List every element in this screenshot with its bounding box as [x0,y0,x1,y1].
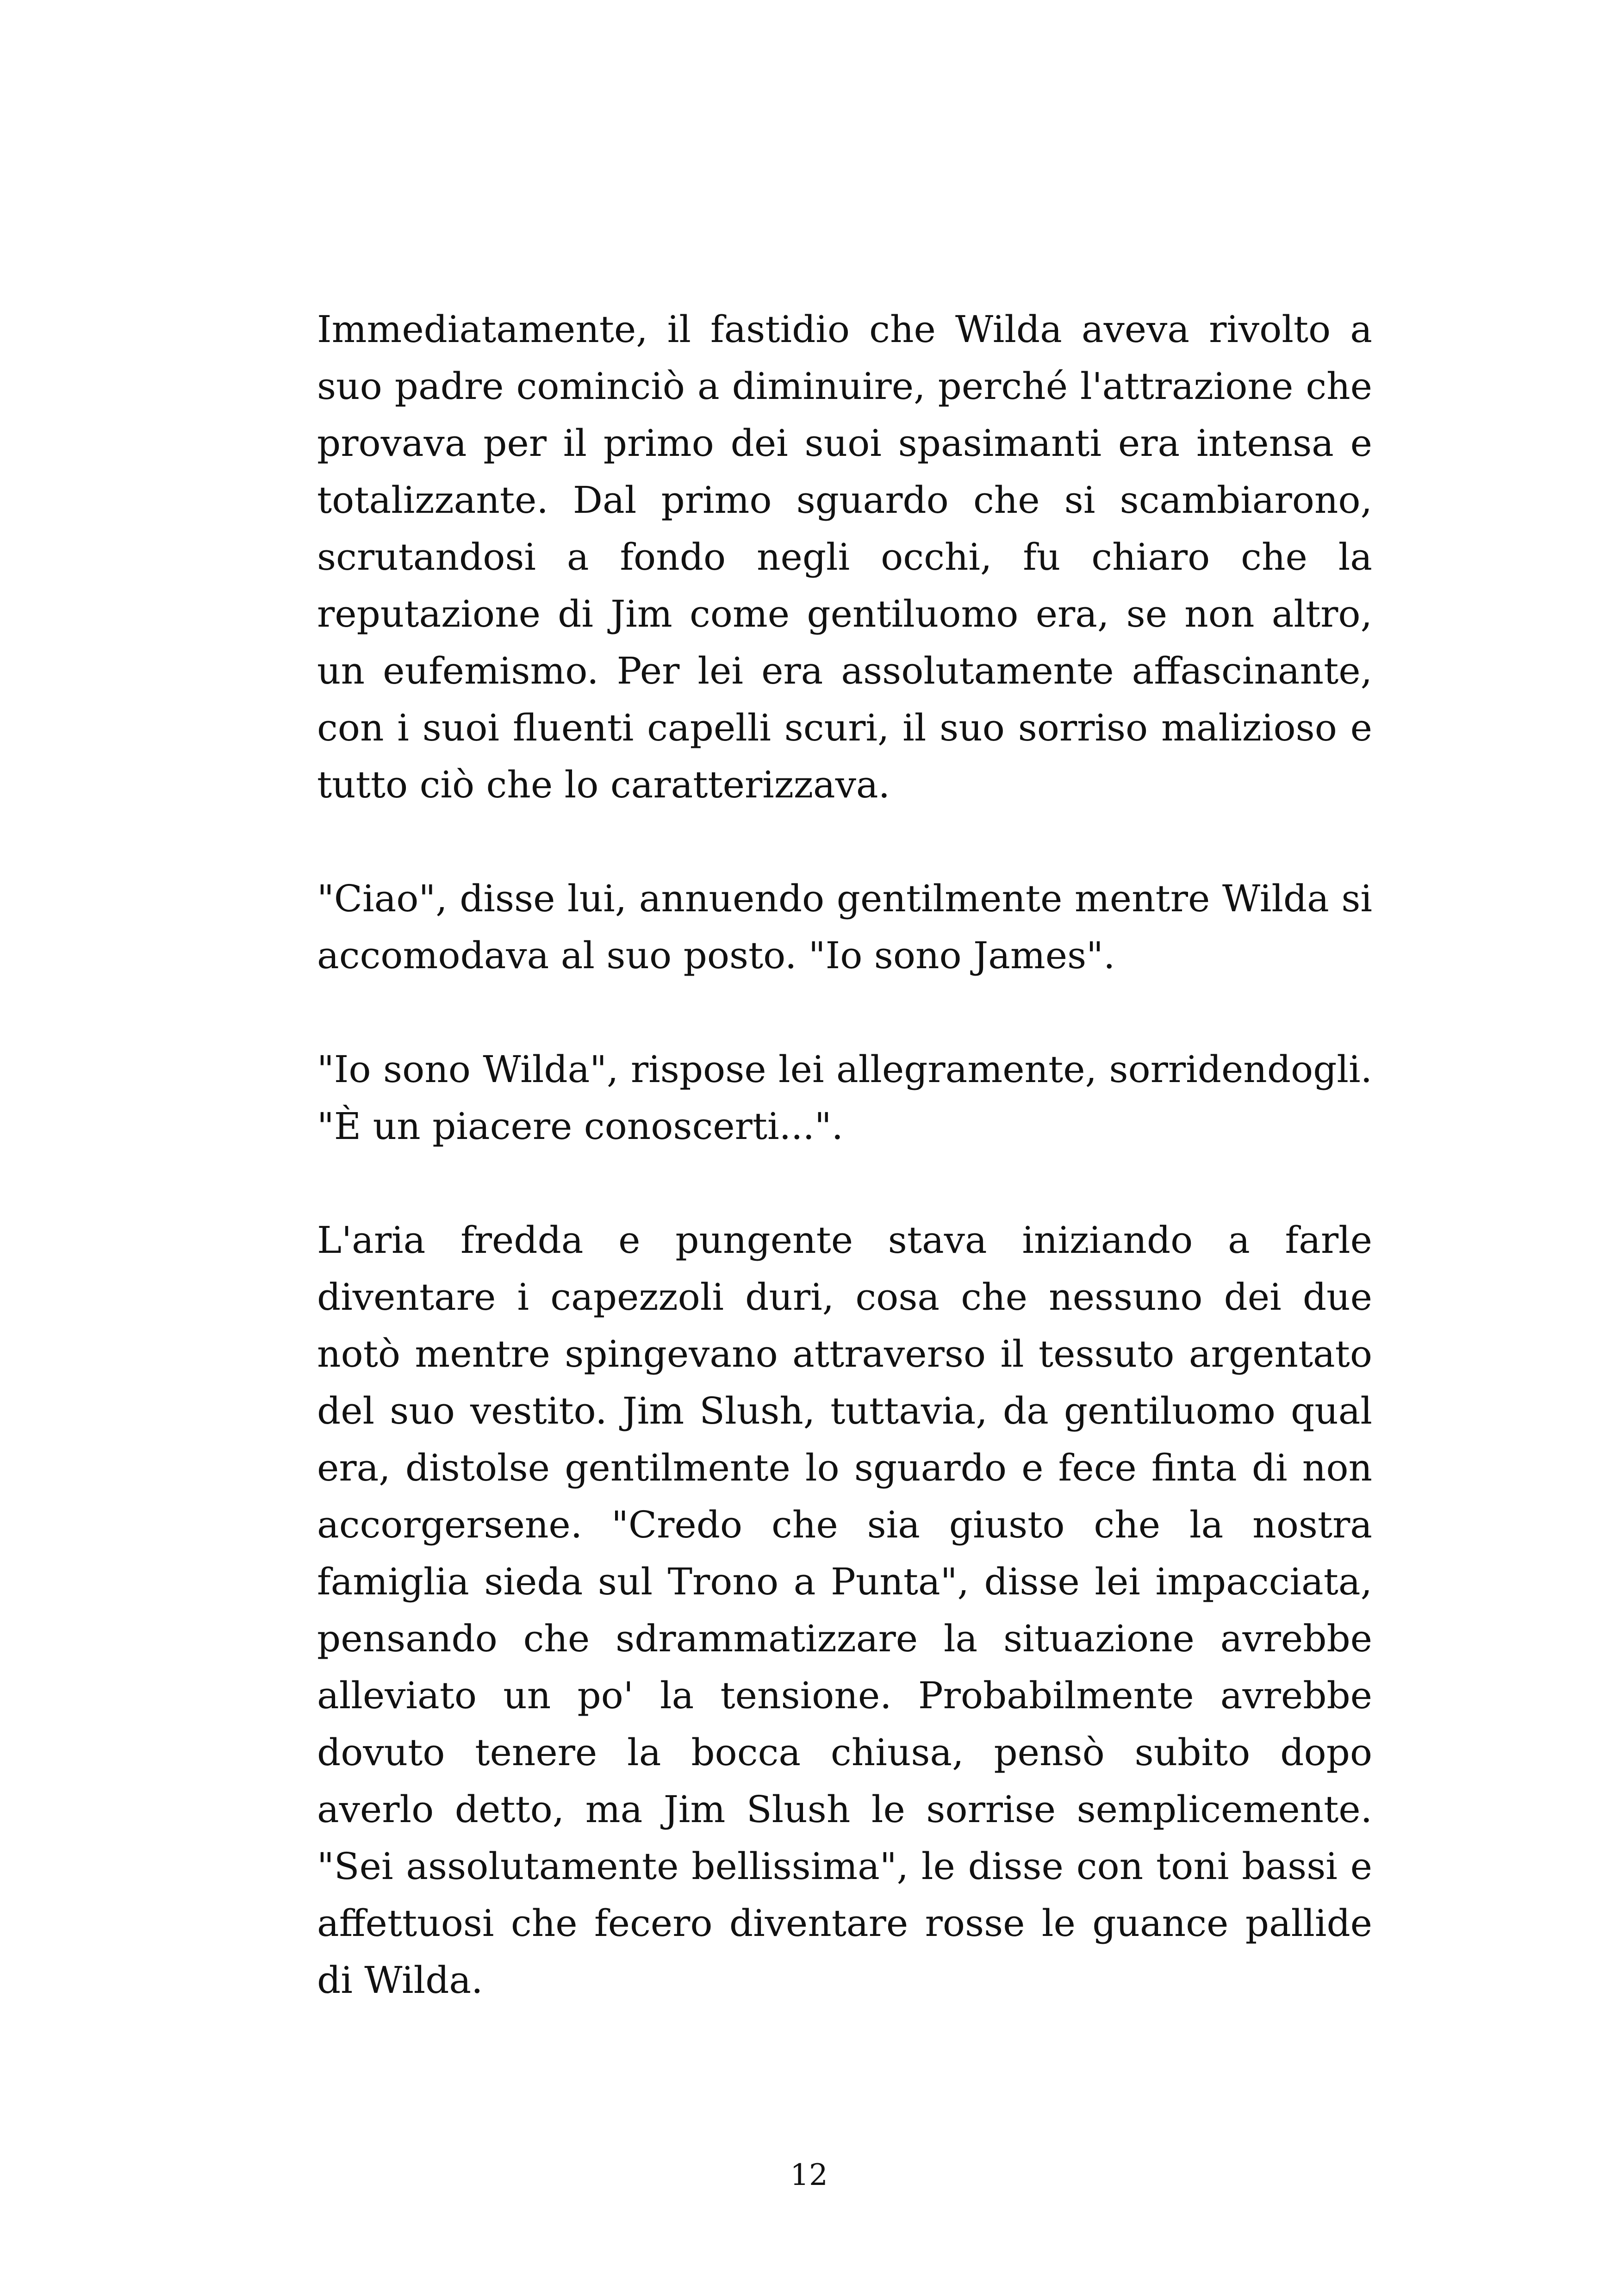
paragraph-4: L'aria fredda e pungente stava iniziando a farle diventare i capezzoli duri, cosa che nessuno dei due notò mentre spingevano attraverso il tessuto argentato del suo vestito. Jim Slush, tuttavia, da gentiluomo qual era, distolse gentilmente lo sguardo e fece finta di non accorgersene. "Credo che sia giusto che la nostra famiglia sieda sul Trono a Punta", disse lei impacciata, pensando che sdrammatizzare la situazione avrebbe alleviato un po' la tensione. Probabilmente avrebbe dovuto tenere la bocca chiusa, pensò subito dopo averlo detto, ma Jim Slush le sorrise semplicemente. "Sei assolutamente bellissima", le disse con toni bassi e affettuosi che fecero diventare rosse le guance pallide di Wilda. [317,1219,1372,2002]
paragraph-2: "Ciao", disse lui, annuendo gentilmente mentre Wilda si accomodava al suo posto. "Io sono James". [317,877,1372,977]
body-text [317,301,1372,2009]
paragraph-1: Immediatamente, il fastidio che Wilda aveva rivolto a suo padre cominciò a diminuire, perché l'attrazione che provava per il primo dei suoi spasimanti era intensa e totalizzante. Dal primo sguardo che si scambiarono, scrutandosi a fondo negli occhi, fu chiaro che la reputazione di Jim come gentiluomo era, se non altro, un eufemismo. Per lei era assolutamente affascinante, con i suoi fluenti capelli scuri, il suo sorriso malizioso e tutto ciò che lo caratterizzava. [317,308,1372,806]
paragraph-3: "Io sono Wilda", rispose lei allegramente, sorridendogli. "È un piacere conoscerti...". [317,1048,1372,1148]
page-number: 12 [790,2158,828,2192]
